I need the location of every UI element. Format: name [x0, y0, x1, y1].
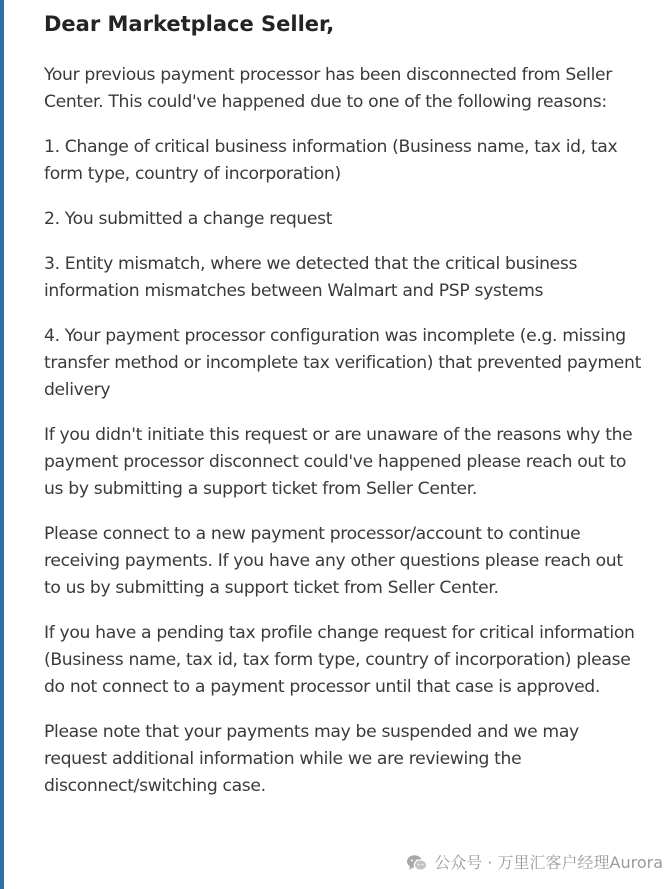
email-paragraph-pending-tax: If you have a pending tax profile change request for critical information (Business name, tax id, tax form type, country of incorporation) please do not connect to a payment processor until that case is approved.	[44, 623, 635, 697]
email-paragraph-reason-4: 4. Your payment processor configuration was incomplete (e.g. missing transfer method or incomplete tax verification) that prevented payment delivery	[44, 326, 641, 400]
email-paragraph-suspension-note: Please note that your payments may be suspended and we may request additional information while we are reviewing the disconnect/switching case.	[44, 722, 579, 796]
email-paragraph-reason-1: 1. Change of critical business information (Business name, tax id, tax form type, country of incorporation)	[44, 137, 618, 184]
email-paragraph-connect-new: Please connect to a new payment processor/account to continue receiving payments. If you have any other questions please reach out to us by submitting a support ticket from Seller Center.	[44, 524, 623, 598]
watermark-text: 公众号 · 万里汇客户经理Aurora	[434, 853, 663, 872]
email-paragraph-not-initiated: If you didn't initiate this request or are unaware of the reasons why the payment processor disconnect could've happened please reach out to us by submitting a support ticket from Seller Center.	[44, 425, 633, 499]
left-accent-bar	[0, 0, 4, 889]
email-paragraph-intro: Your previous payment processor has been disconnected from Seller Center. This could've happened due to one of the following reasons:	[44, 65, 612, 112]
email-paragraph-reason-2: 2. You submitted a change request	[44, 209, 333, 229]
wechat-icon	[406, 854, 428, 872]
email-paragraph-reason-3: 3. Entity mismatch, where we detected that the critical business information mismatches between Walmart and PSP systems	[44, 254, 578, 301]
email-body	[44, 10, 644, 818]
email-greeting: Dear Marketplace Seller,	[44, 12, 335, 36]
watermark	[406, 853, 663, 873]
